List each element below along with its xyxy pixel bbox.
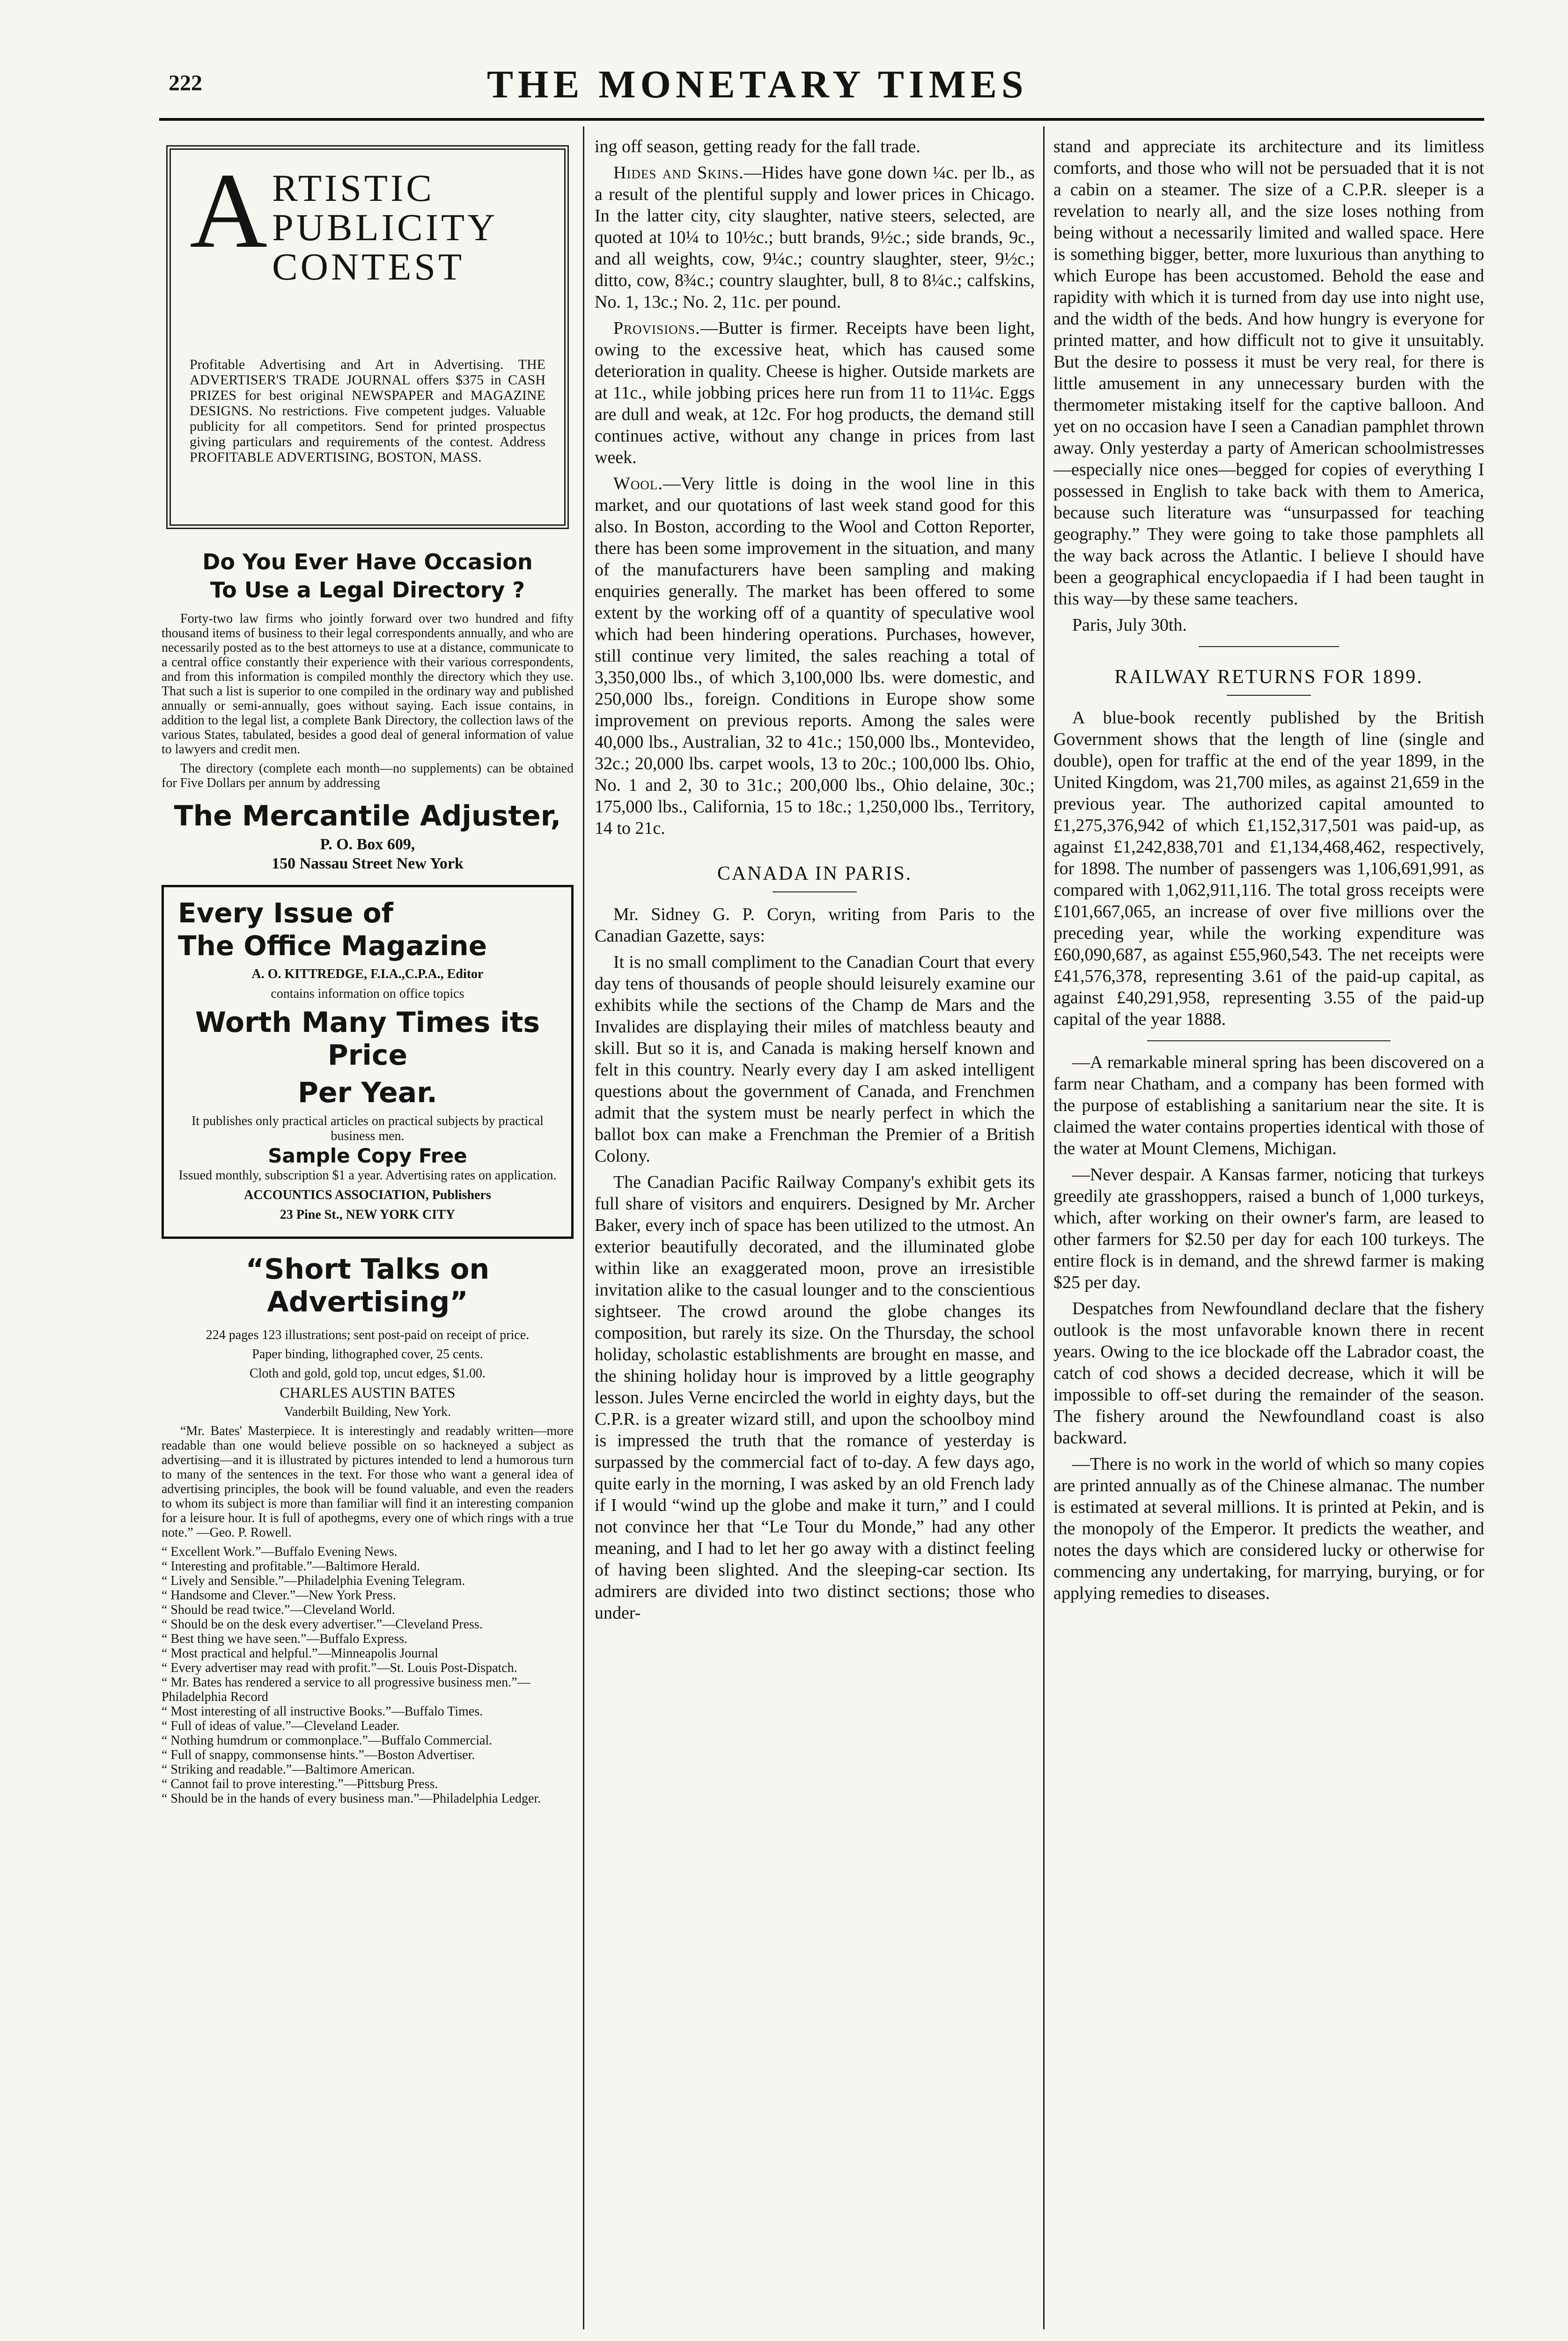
review-quote: “ Nothing humdrum or commonplace.”—Buffalo Commercial. bbox=[162, 1733, 493, 1748]
paragraph: Despatches from Newfoundland declare that the fishery outlook is the most unfavorable known there in recent years. Owing to the ice blockade off the Labrador coast, the catch of cod shows a decided decrease, which it will be impossible to off-set during the remainder of the season. The fishery around the Newfoundland coast is also backward. bbox=[1053, 1299, 1484, 1448]
ad-author: CHARLES AUSTIN BATES bbox=[280, 1384, 456, 1401]
page-number: 222 bbox=[169, 71, 202, 96]
ad-offer: Sample Copy Free bbox=[268, 1144, 467, 1167]
paragraph: Wool.—Very little is doing in the wool line in this market, and our quotations of last week stand good for this also. In Boston, according to the Wool and Cotton Reporter, there has been some improvement in the situation, and many of the manufacturers have been sampling and making enquiries generally. The market has been offered to some extent by the working off of a quantity of speculative wool which had been hindering operations. Purchases, however, still continue very limited, the sales reaching a total of 3,350,000 lbs., of which 3,100,000 lbs. were domestic, and 250,000 lbs., foreign. Conditions in Europe show some improvement on previous reports. Among the sales were 40,000 lbs., Australian, 32 to 41c.; 150,000 lbs., Montevideo, 32c.; 20,000 lbs. carpet wools, 13 to 20c.; 100,000 lbs. Ohio, No. 1 and 2, 30 to 31c.; 200,000 lbs., Ohio delaine, 30c.; 175,000 lbs., California, 15 to 18c.; 1,250,000 lbs., Territory, 14 to 21c. bbox=[595, 474, 1035, 838]
paragraph: ing off season, getting ready for the fall trade. bbox=[595, 137, 920, 156]
paragraph: It is no small compliment to the Canadian Court that every day tens of thousands of people should leisurely examine our exhibits while the sections of the Champ de Mars and the Invalides are displaying their miles of matchless beauty and skill. But so it is, and Canada is making herself known and felt in this country. Nearly every day I am asked intelligent questions about the government of Canada, and Frenchmen admit that the system must be nearly perfect in which the ballot box can make a Frenchman the Premier of a British Colony. bbox=[595, 952, 1035, 1166]
section-rule bbox=[1147, 1040, 1391, 1041]
review-quote: “ Cannot fail to prove interesting.”—Pittsburg Press. bbox=[162, 1777, 438, 1791]
short-talks-ad bbox=[162, 1253, 574, 1806]
column-divider bbox=[583, 126, 584, 2329]
ads-column bbox=[162, 136, 574, 2320]
review-quote: “ Most practical and helpful.”—Minneapolis Journal bbox=[162, 1646, 438, 1661]
review-quote: “ Full of ideas of value.”—Cleveland Leader. bbox=[162, 1719, 400, 1733]
ad-title: Do You Ever Have Occasion bbox=[202, 549, 533, 574]
ad-heading: RTISTIC PUBLICITY CONTEST bbox=[272, 167, 498, 288]
review-quote: “ Handsome and Clever.”—New York Press. bbox=[162, 1588, 396, 1603]
review-quote: “ Full of snappy, commonsense hints.”—Boston Advertiser. bbox=[162, 1748, 475, 1762]
ad-initial-letter: A bbox=[190, 151, 268, 270]
ad-address: Vanderbilt Building, New York. bbox=[284, 1405, 451, 1419]
ad-line: contains information on office topics bbox=[271, 986, 464, 1001]
article-heading: RAILWAY RETURNS FOR 1899. bbox=[1114, 666, 1423, 688]
section-lead: Hides and Skins. bbox=[613, 163, 744, 183]
news-column bbox=[1053, 136, 1484, 2320]
paragraph: —Never despair. A Kansas farmer, noticing that turkeys greedily ate grasshoppers, raised a bunch of 1,000 turkeys, which, after working on their owner's farm, are leased to other farmers for $2.50 per day for each 100 turkeys. The entire flock is in demand, and the shrewd farmer is making $25 per day. bbox=[1053, 1165, 1484, 1292]
heading-rule bbox=[1227, 695, 1311, 696]
ad-line: 224 pages 123 illustrations; sent post-paid on receipt of price. bbox=[206, 1328, 530, 1342]
paragraph: —There is no work in the world of which so many copies are printed annually as of the Chinese almanac. The number is estimated at several millions. It is printed at Pekin, and is the monopoly of the Emperor. It predicts the weather, and notes the days which are considered lucky or otherwise for commencing any undertaking, for marrying, burying, or for applying remedies to diseases. bbox=[1053, 1454, 1484, 1603]
column-divider bbox=[1043, 126, 1045, 2329]
ad-address: 23 Pine St., NEW YORK CITY bbox=[280, 1207, 456, 1222]
ad-line: It publishes only practical articles on practical subjects by practical business men. bbox=[191, 1114, 544, 1143]
review-quote: “ Every advertiser may read with profit.”—St. Louis Post-Dispatch. bbox=[162, 1661, 517, 1675]
artistic-publicity-ad bbox=[166, 145, 569, 529]
ad-line: Paper binding, lithographed cover, 25 cents. bbox=[252, 1347, 483, 1362]
ad-publisher: ACCOUNTICS ASSOCIATION, Publishers bbox=[244, 1188, 491, 1202]
ad-headline: Per Year. bbox=[297, 1076, 438, 1109]
review-quote: “ Excellent Work.”—Buffalo Evening News. bbox=[162, 1545, 398, 1559]
signature: Paris, July 30th. bbox=[1072, 615, 1187, 635]
ad-headline: Worth Many Times its Price bbox=[195, 1006, 540, 1072]
paragraph: Provisions.—Butter is firmer. Receipts have been light, owing to the excessive heat, which has caused some deterioration in quality. Cheese is higher. Outside markets are at 11c., while jobbing prices here run from 11 to 11¼c. Eggs are dull and weak, at 12c. For hog products, the demand still continues active, without any change in prices from last week. bbox=[595, 318, 1035, 467]
ad-address: 150 Nassau Street New York bbox=[272, 855, 464, 872]
ad-review: “Mr. Bates' Masterpiece. It is interestingly and readably written—more readable than one would believe possible on so hackneyed a subject as advertising—and it is illustrated by pictures intended to lend a humorous turn to many of the sentences in the text. For those who want a general idea of advertising principles, the book will be found valuable, and even the readers to whom its subject is more than familiar will find it an interesting companion for a leisure hour. It is full of apothegms, every one of which rings with a true note.” —Geo. P. Rowell. bbox=[162, 1424, 574, 1540]
paragraph: Mr. Sidney G. P. Coryn, writing from Paris to the Canadian Gazette, says: bbox=[595, 905, 1035, 946]
header-rule bbox=[159, 118, 1484, 121]
review-quote: “ Striking and readable.”—Baltimore American. bbox=[162, 1762, 415, 1777]
review-quote: “ Most interesting of all instructive Books.”—Buffalo Times. bbox=[162, 1704, 483, 1719]
review-quote: “ Lively and Sensible.”—Philadelphia Evening Telegram. bbox=[162, 1574, 465, 1588]
review-quote: “ Interesting and profitable.”—Baltimore Herald. bbox=[162, 1559, 420, 1574]
review-quotes bbox=[162, 1545, 574, 1806]
paragraph: Hides and Skins.—Hides have gone down ¼c. per lb., as a result of the plentiful supply and lower prices in Chicago. In the latter city, city slaughter, native steers, selected, are quoted at 10¼ to 10½c.; butt brands, 9½c.; side brands, 9c., and all weights, cow, 9¼c.; country slaughter, steer, 9½c.; ditto, cow, 8¾c.; country slaughter, bull, 8 to 8¼c.; calfskins, No. 1, 13c.; No. 2, 11c. per pound. bbox=[595, 163, 1035, 312]
article-heading: CANADA IN PARIS. bbox=[717, 863, 913, 884]
masthead-title: THE MONETARY TIMES bbox=[487, 63, 1028, 106]
paragraph: The Canadian Pacific Railway Company's exhibit gets its full share of visitors and enquirers. Designed by Mr. Archer Baker, every inch of space has been utilized to the utmost. An exterior beautifully decorated, and the illuminated globe within like an exaggerated moon, prove an irresistible invitation alike to the casual lounger and to the conscientious sightseer. The crowd around the globe changes its composition, but rarely its size. On the Thursday, the school holiday, scholastic establishments are brought en masse, and the shining holiday hour is improved by a little geography lesson. Jules Verne encircled the world in eighty days, but the C.P.R. is a greater wizard still, and upon the schoolboy mind is impressed the truth that the romance of yesterday is surpassed by the commercial fact of to-day. A few days ago, quite early in the morning, I was asked by an old French lady if I would “wind up the globe and make it turn,” and I could not convince her that “Le Tour du Monde,” had any other meaning, and I had to let her go away with a distinct feeling of having been slighted. And the sleeping-car section. Its admirers are divided into two distinct sections; those who under- bbox=[595, 1172, 1035, 1623]
review-quote: “ Should be on the desk every advertiser.”—Cleveland Press. bbox=[162, 1617, 483, 1632]
ad-title: The Office Magazine bbox=[178, 930, 487, 962]
paragraph: A blue-book recently published by the British Government shows that the length of line (single and double), open for traffic at the end of the year 1899, in the United Kingdom, was 21,700 miles, as against 21,659 in the previous year. The authorized capital amounted to £1,275,376,942 of which £1,152,317,501 was paid-up, as against £1,242,838,701 and £1,134,468,462, respectively, for 1898. The number of passengers was 1,106,691,991, as compared with 1,062,911,116. The total gross receipts were £101,667,065, an increase of over five millions over the preceding year, while the working expenditure was £60,090,687, as against £55,960,543. The net receipts were £41,576,378, representing 3.61 of the paid-up capital, as against £40,291,958, representing 3.55 of the paid-up capital of the year 1888. bbox=[1053, 708, 1484, 1029]
ad-company-name: The Mercantile Adjuster, bbox=[174, 800, 561, 832]
office-magazine-ad bbox=[162, 885, 574, 1239]
section-rule bbox=[1199, 646, 1339, 647]
review-quote: “ Mr. Bates has rendered a service to all progressive business men.”—Philadelphia Record bbox=[162, 1675, 530, 1704]
section-lead: Wool. bbox=[613, 474, 663, 493]
ad-body: Profitable Advertising and Art in Advertising. THE ADVERTISER'S TRADE JOURNAL offers $375 in CASH PRIZES for best original NEWSPAPER and MAGAZINE DESIGNS. No restrictions. Five competent judges. Valuable publicity for all competitors. Send for printed prospectus giving particulars and requirements of the contest. Address PROFITABLE ADVERTISING, BOSTON, MASS. bbox=[190, 357, 545, 465]
ad-line: Cloth and gold, gold top, uncut edges, $1.00. bbox=[250, 1366, 486, 1381]
legal-directory-ad bbox=[162, 548, 574, 871]
ad-paragraph: Forty-two law firms who jointly forward over two hundred and fifty thousand items of business to their legal correspondents annually, and who are necessarily posted as to the best attorneys to use at a distance, communicate to a central office constantly their experience with their various correspondents, and from this information is compiled monthly the directory which they use. That such a list is superior to one compiled in the ordinary way and published annually or semi-annually, goes without saying. Each issue contains, in addition to the legal list, a complete Bank Directory, the collection laws of the various States, tabulated, besides a good deal of general information of value to lawyers and credit men. bbox=[162, 611, 574, 757]
review-quote: “ Should be read twice.”—Cleveland World. bbox=[162, 1603, 395, 1617]
ad-line: Issued monthly, subscription $1 a year. Advertising rates on application. bbox=[178, 1168, 557, 1183]
market-column bbox=[595, 136, 1035, 2320]
ad-title: Every Issue of bbox=[178, 897, 393, 929]
section-lead: Provisions. bbox=[613, 318, 700, 338]
ad-address: P. O. Box 609, bbox=[320, 836, 415, 853]
ad-title: “Short Talks on Advertising” bbox=[245, 1253, 490, 1318]
heading-rule bbox=[773, 891, 857, 892]
ad-title: To Use a Legal Directory ? bbox=[210, 577, 525, 603]
review-quote: “ Best thing we have seen.”—Buffalo Express. bbox=[162, 1632, 408, 1646]
ad-paragraph: The directory (complete each month—no supplements) can be obtained for Five Dollars per annum by addressing bbox=[162, 761, 574, 790]
review-quote: “ Should be in the hands of every business man.”—Philadelphia Ledger. bbox=[162, 1791, 541, 1806]
ad-editor: A. O. KITTREDGE, F.I.A.,C.P.A., Editor bbox=[251, 967, 484, 981]
paragraph: stand and appreciate its architecture and its limitless comforts, and those who will not be persuaded that it is not a cabin on a steamer. The size of a C.P.R. sleeper is a revelation to nearly all, and the size loses nothing from being without a necessarily limited and walled space. Here is something bigger, better, more luxurious than anything to which Europe has been accustomed. Behold the ease and rapidity with which it is turned from day use into night use, and the width of the beds. And how hungry is everyone for printed matter, and how difficult not to give it unsuitably. But the desire to possess it must be very real, for there is little amusement in any unnecessary burden with the thermometer mistaking itself for the captive balloon. And yet on no occasion have I seen a Canadian pamphlet thrown away. Only yesterday a party of American schoolmistresses—especially nice ones—begged for copies of everything I possessed in English to take back with them to America, because such literature was “unsurpassed for teaching geography.” They were going to take those pamphlets all the way back across the Atlantic. I believe I should have been a geographical encyclopaedia if I had been taught in this way—by these same teachers. bbox=[1053, 137, 1484, 609]
paragraph: —A remarkable mineral spring has been discovered on a farm near Chatham, and a company has been formed with the purpose of establishing a sanitarium near the site. It is claimed the water contains properties identical with those of the water at Mount Clemens, Michigan. bbox=[1053, 1053, 1484, 1158]
